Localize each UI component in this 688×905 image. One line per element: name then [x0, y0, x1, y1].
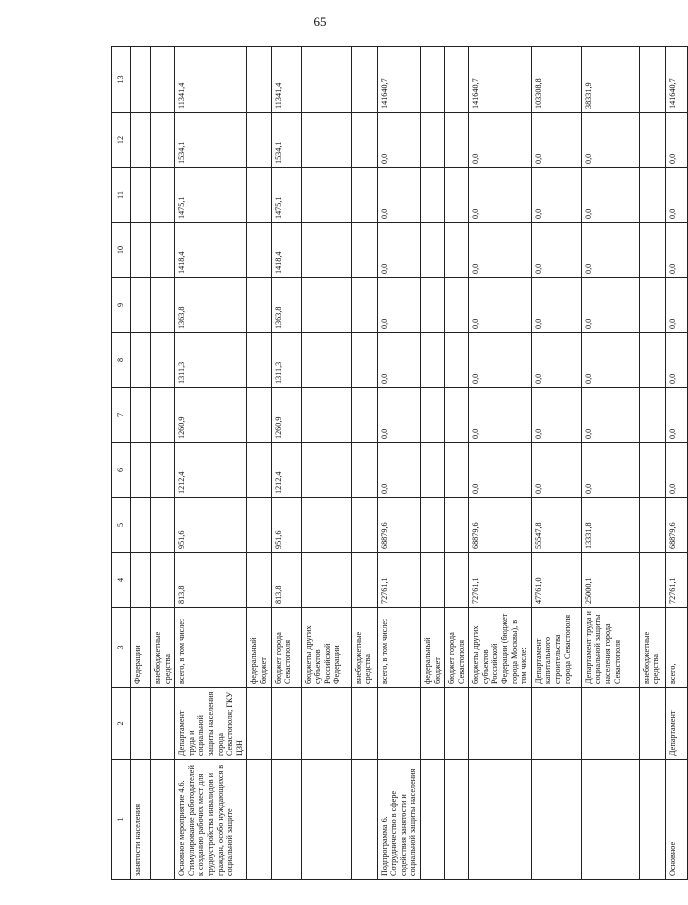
value-cell: 0,0	[469, 168, 532, 223]
value-cell: 0,0	[531, 388, 581, 443]
value-cell	[151, 443, 175, 498]
value-cell	[131, 498, 151, 553]
value-cell: 0,0	[377, 113, 420, 168]
value-cell	[420, 443, 444, 498]
cell-c1	[581, 760, 639, 880]
value-cell: 0,0	[665, 168, 687, 223]
value-cell	[445, 553, 469, 608]
value-cell: 0,0	[531, 113, 581, 168]
cell-c1	[351, 760, 377, 880]
value-cell	[151, 113, 175, 168]
value-cell: 72761,1	[377, 553, 420, 608]
total-cell: 141640,7	[469, 47, 532, 113]
value-cell	[445, 223, 469, 278]
table-row	[581, 47, 639, 880]
value-cell: 68879,6	[665, 498, 687, 553]
table-row	[351, 47, 377, 880]
column-number: 12	[112, 113, 131, 168]
cell-c1: Подпрограмма 6. Сотрудничество в сфере содействия занятости и социальной защиты населения	[377, 760, 420, 880]
cell-c2	[377, 688, 420, 760]
value-cell	[247, 278, 271, 333]
value-cell: 813,8	[271, 553, 301, 608]
cell-c3: федеральный бюджет	[247, 608, 271, 688]
value-cell: 951,6	[175, 498, 247, 553]
value-cell: 1260,9	[175, 388, 247, 443]
value-cell: 1475,1	[175, 168, 247, 223]
cell-c1: Основное мероприятие 4.6. Стимулирование работодателей к созданию рабочих мест для трудоустройства инвалидов и граждан, особо нуждающихся в социальной защите	[175, 760, 247, 880]
table-row	[301, 47, 351, 880]
value-cell	[247, 443, 271, 498]
value-cell	[420, 333, 444, 388]
value-cell	[639, 168, 665, 223]
value-cell: 0,0	[531, 168, 581, 223]
cell-c3: федеральный бюджет	[420, 608, 444, 688]
value-cell	[247, 113, 271, 168]
table-row	[469, 47, 532, 880]
value-cell: 951,6	[271, 498, 301, 553]
value-cell: 1212,4	[271, 443, 301, 498]
value-cell: 0,0	[665, 388, 687, 443]
value-cell	[301, 223, 351, 278]
value-cell	[445, 388, 469, 443]
value-cell	[301, 443, 351, 498]
cell-c3: бюджет города Севастополя	[445, 608, 469, 688]
cell-c2	[531, 688, 581, 760]
value-cell	[639, 553, 665, 608]
value-cell	[151, 333, 175, 388]
value-cell	[351, 443, 377, 498]
column-number: 1	[112, 760, 131, 880]
cell-c2	[271, 688, 301, 760]
value-cell: 0,0	[377, 333, 420, 388]
cell-c3: всего, в том числе:	[175, 608, 247, 688]
cell-c1	[445, 760, 469, 880]
cell-c3: бюджет города Севастополя	[271, 608, 301, 688]
cell-c2	[639, 688, 665, 760]
value-cell: 0,0	[469, 223, 532, 278]
value-cell: 0,0	[665, 278, 687, 333]
total-cell	[351, 47, 377, 113]
cell-c1	[271, 760, 301, 880]
value-cell	[351, 388, 377, 443]
table-row	[377, 47, 420, 880]
budget-table	[111, 47, 677, 880]
value-cell	[151, 388, 175, 443]
value-cell: 13331,8	[581, 498, 639, 553]
table-row	[151, 47, 175, 880]
value-cell: 0,0	[531, 443, 581, 498]
value-cell	[131, 333, 151, 388]
cell-c2: Департамент	[665, 688, 687, 760]
value-cell	[247, 168, 271, 223]
value-cell: 1311,3	[271, 333, 301, 388]
value-cell	[351, 113, 377, 168]
cell-c2	[351, 688, 377, 760]
table-row	[131, 47, 151, 880]
value-cell	[151, 498, 175, 553]
value-cell: 1418,4	[271, 223, 301, 278]
value-cell	[445, 113, 469, 168]
cell-c2	[151, 688, 175, 760]
value-cell	[420, 498, 444, 553]
total-cell	[420, 47, 444, 113]
value-cell: 55547,8	[531, 498, 581, 553]
value-cell: 0,0	[665, 333, 687, 388]
value-cell: 1363,8	[175, 278, 247, 333]
table-row	[639, 47, 665, 880]
column-number: 7	[112, 388, 131, 443]
cell-c3: всего,	[665, 608, 687, 688]
column-number: 8	[112, 333, 131, 388]
value-cell: 0,0	[377, 223, 420, 278]
value-cell	[301, 168, 351, 223]
value-cell: 0,0	[581, 113, 639, 168]
value-cell	[420, 278, 444, 333]
total-cell	[151, 47, 175, 113]
value-cell	[639, 498, 665, 553]
cell-c3: Департамент труда и социальной защиты населения города Севастополя	[581, 608, 639, 688]
total-cell: 11341,4	[175, 47, 247, 113]
value-cell	[247, 498, 271, 553]
value-cell: 0,0	[469, 113, 532, 168]
value-cell	[639, 113, 665, 168]
value-cell	[351, 278, 377, 333]
table-row	[247, 47, 271, 880]
value-cell: 68879,6	[469, 498, 532, 553]
column-number: 6	[112, 443, 131, 498]
cell-c1	[531, 760, 581, 880]
value-cell	[301, 113, 351, 168]
value-cell	[151, 223, 175, 278]
header-row	[112, 47, 131, 880]
cell-c2	[420, 688, 444, 760]
value-cell	[639, 388, 665, 443]
value-cell	[301, 498, 351, 553]
budget-table-grid	[111, 46, 688, 880]
cell-c3: бюджеты других субъектов Российской Федерации (бюджет города Москвы), в том числе:	[469, 608, 532, 688]
cell-c3: бюджеты других субъектов Российской Федерации	[301, 608, 351, 688]
value-cell: 0,0	[377, 388, 420, 443]
total-cell: 141640,7	[377, 47, 420, 113]
value-cell	[131, 113, 151, 168]
page-number: 65	[313, 14, 327, 29]
value-cell	[351, 223, 377, 278]
value-cell: 0,0	[377, 168, 420, 223]
cell-c1	[469, 760, 532, 880]
cell-c2	[247, 688, 271, 760]
cell-c2	[131, 688, 151, 760]
cell-c2: Департамент труда и социальной защиты населения города Севастополя; ГКУ ЦЗН	[175, 688, 247, 760]
value-cell: 0,0	[665, 223, 687, 278]
value-cell	[639, 443, 665, 498]
value-cell: 1418,4	[175, 223, 247, 278]
value-cell: 0,0	[581, 278, 639, 333]
value-cell: 1260,9	[271, 388, 301, 443]
table-row	[175, 47, 247, 880]
total-cell: 103308,8	[531, 47, 581, 113]
cell-c3: Департамент капитального строительства города Севастополя	[531, 608, 581, 688]
value-cell	[247, 388, 271, 443]
column-number: 3	[112, 608, 131, 688]
column-number: 2	[112, 688, 131, 760]
cell-c3: внебюджетные средства	[151, 608, 175, 688]
value-cell: 0,0	[665, 113, 687, 168]
value-cell	[131, 388, 151, 443]
cell-c1	[247, 760, 271, 880]
value-cell	[445, 168, 469, 223]
value-cell	[420, 553, 444, 608]
value-cell	[639, 223, 665, 278]
value-cell: 68879,6	[377, 498, 420, 553]
value-cell: 0,0	[581, 168, 639, 223]
value-cell: 0,0	[581, 388, 639, 443]
value-cell	[351, 553, 377, 608]
cell-c2	[469, 688, 532, 760]
table-row	[420, 47, 444, 880]
value-cell	[351, 333, 377, 388]
value-cell	[301, 388, 351, 443]
column-number: 4	[112, 553, 131, 608]
total-cell: 38331,9	[581, 47, 639, 113]
cell-c1	[301, 760, 351, 880]
value-cell: 0,0	[581, 443, 639, 498]
total-cell: 141640,7	[665, 47, 687, 113]
value-cell: 0,0	[531, 223, 581, 278]
column-number: 13	[112, 47, 131, 113]
cell-c1: занятости населения	[131, 760, 151, 880]
value-cell	[445, 443, 469, 498]
value-cell: 25000,1	[581, 553, 639, 608]
total-cell	[131, 47, 151, 113]
value-cell	[639, 278, 665, 333]
table-row	[271, 47, 301, 880]
value-cell	[420, 388, 444, 443]
value-cell	[131, 553, 151, 608]
value-cell	[247, 223, 271, 278]
value-cell	[151, 278, 175, 333]
value-cell	[351, 168, 377, 223]
value-cell	[151, 553, 175, 608]
value-cell: 0,0	[531, 278, 581, 333]
column-number: 9	[112, 278, 131, 333]
value-cell: 0,0	[469, 443, 532, 498]
cell-c2	[581, 688, 639, 760]
total-cell: 11341,4	[271, 47, 301, 113]
value-cell: 1212,4	[175, 443, 247, 498]
value-cell: 0,0	[377, 278, 420, 333]
value-cell: 813,8	[175, 553, 247, 608]
column-number: 11	[112, 168, 131, 223]
total-cell	[445, 47, 469, 113]
value-cell: 0,0	[531, 333, 581, 388]
table-row	[445, 47, 469, 880]
value-cell	[351, 498, 377, 553]
total-cell	[639, 47, 665, 113]
value-cell	[247, 333, 271, 388]
cell-c1	[639, 760, 665, 880]
column-number: 5	[112, 498, 131, 553]
value-cell	[301, 553, 351, 608]
value-cell: 0,0	[665, 443, 687, 498]
value-cell: 0,0	[469, 278, 532, 333]
value-cell: 0,0	[377, 443, 420, 498]
value-cell	[445, 333, 469, 388]
total-cell	[301, 47, 351, 113]
value-cell	[151, 168, 175, 223]
cell-c3: всего, в том числе:	[377, 608, 420, 688]
value-cell: 0,0	[581, 223, 639, 278]
cell-c3: внебюджетные средства	[351, 608, 377, 688]
value-cell: 1311,3	[175, 333, 247, 388]
value-cell: 1363,8	[271, 278, 301, 333]
value-cell: 1475,1	[271, 168, 301, 223]
value-cell	[420, 168, 444, 223]
value-cell	[131, 168, 151, 223]
column-number: 10	[112, 223, 131, 278]
cell-c2	[301, 688, 351, 760]
value-cell: 72761,1	[469, 553, 532, 608]
cell-c3: Федерации	[131, 608, 151, 688]
table-row	[531, 47, 581, 880]
table-row	[665, 47, 687, 880]
value-cell	[301, 278, 351, 333]
value-cell: 1534,1	[271, 113, 301, 168]
total-cell	[247, 47, 271, 113]
value-cell	[131, 223, 151, 278]
value-cell	[445, 278, 469, 333]
value-cell: 47761,0	[531, 553, 581, 608]
value-cell: 72761,1	[665, 553, 687, 608]
cell-c1	[151, 760, 175, 880]
value-cell	[131, 278, 151, 333]
cell-c1	[420, 760, 444, 880]
value-cell	[639, 333, 665, 388]
value-cell: 0,0	[581, 333, 639, 388]
value-cell: 0,0	[469, 333, 532, 388]
cell-c3: внебюджетные средства	[639, 608, 665, 688]
value-cell: 0,0	[469, 388, 532, 443]
value-cell	[131, 443, 151, 498]
cell-c1: Основное	[665, 760, 687, 880]
cell-c2	[445, 688, 469, 760]
value-cell	[445, 498, 469, 553]
value-cell: 1534,1	[175, 113, 247, 168]
value-cell	[247, 553, 271, 608]
value-cell	[420, 113, 444, 168]
value-cell	[420, 223, 444, 278]
value-cell	[301, 333, 351, 388]
